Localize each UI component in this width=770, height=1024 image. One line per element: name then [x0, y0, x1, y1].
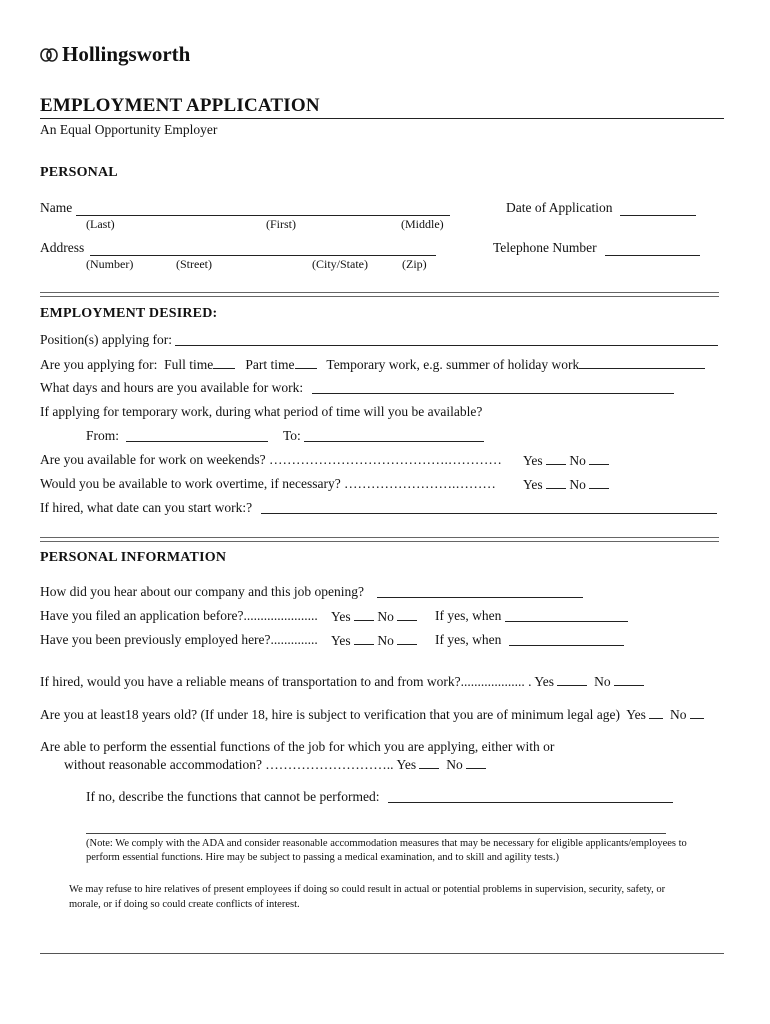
name-sub-middle: (Middle) — [401, 217, 444, 231]
transportation-question: If hired, would you have a reliable means of transportation to and from work?................... . — [40, 674, 532, 689]
employed-when-label: If yes, when — [435, 632, 502, 647]
employed-yes-field[interactable] — [354, 632, 374, 645]
weekends-question: Are you available for work on weekends? ………………………………….………… — [40, 452, 502, 467]
filed-no-field[interactable] — [397, 608, 417, 621]
section-heading-personal: PERSONAL — [40, 165, 118, 180]
full-time-field[interactable] — [213, 356, 235, 369]
essential-functions-question-line2: without reasonable accommodation? ……………………….. — [64, 757, 397, 772]
describe-functions-field[interactable] — [388, 790, 673, 803]
address-label: Address — [40, 240, 85, 255]
name-sub-first: (First) — [266, 217, 296, 231]
start-date-field[interactable] — [261, 501, 717, 514]
transport-no-field[interactable] — [614, 673, 644, 686]
name-sub-last: (Last) — [86, 217, 115, 231]
previously-employed-answer — [331, 632, 417, 649]
overtime-yes-field[interactable] — [546, 476, 566, 489]
filed-before-question: Have you filed an application before?...................... — [40, 608, 318, 623]
essential-functions-row — [64, 756, 486, 773]
no-label: No — [446, 757, 463, 772]
essential-yes-field[interactable] — [419, 756, 439, 769]
describe-functions-line2 — [86, 833, 666, 834]
yes-label: Yes — [523, 453, 543, 468]
age-yes-field[interactable] — [649, 706, 663, 719]
address-sub-city: (City/State) — [312, 257, 368, 271]
positions-field[interactable] — [175, 333, 718, 346]
title-divider — [40, 118, 724, 119]
temporary-field[interactable] — [579, 356, 705, 369]
section-divider — [40, 292, 719, 297]
ada-note-line2: perform essential functions. Hire may be subject to passing a medical examination, and to skill and agility tests.) — [86, 852, 559, 863]
age-no-field[interactable] — [690, 706, 704, 719]
company-name: Hollingsworth — [62, 42, 191, 66]
section-divider — [40, 537, 719, 542]
essential-no-field[interactable] — [466, 756, 486, 769]
page-title: EMPLOYMENT APPLICATION — [40, 95, 320, 116]
hear-about-label: How did you hear about our company and this job opening? — [40, 584, 364, 599]
overtime-answer — [523, 476, 609, 493]
to-field[interactable] — [304, 429, 484, 442]
section-heading-personal-information: PERSONAL INFORMATION — [40, 550, 227, 565]
date-of-application-label: Date of Application — [506, 200, 613, 215]
filed-when-label: If yes, when — [435, 608, 502, 623]
address-sub-street: (Street) — [176, 257, 212, 271]
no-label: No — [569, 453, 586, 468]
from-label: From: — [86, 428, 120, 443]
applying-for-row — [40, 356, 705, 373]
yes-label: Yes — [534, 674, 555, 689]
yes-label: Yes — [523, 477, 543, 492]
yes-label: Yes — [331, 609, 351, 624]
section-heading-employment: EMPLOYMENT DESIRED: — [40, 306, 218, 321]
hollingsworth-logo-icon — [40, 44, 58, 69]
temporary-label: Temporary work, e.g. summer of holiday work — [326, 357, 580, 372]
no-label: No — [569, 477, 586, 492]
weekends-yes-field[interactable] — [546, 452, 566, 465]
filed-yes-field[interactable] — [354, 608, 374, 621]
essential-functions-question-line1: Are able to perform the essential functions of the job for which you are applying, either with or — [40, 739, 555, 754]
telephone-label: Telephone Number — [493, 240, 597, 255]
no-label: No — [377, 609, 394, 624]
name-label: Name — [40, 200, 73, 215]
page-subtitle: An Equal Opportunity Employer — [40, 122, 218, 137]
no-label: No — [377, 633, 394, 648]
address-sub-zip: (Zip) — [402, 257, 427, 271]
filed-when-field[interactable] — [505, 609, 628, 622]
no-label: No — [669, 707, 687, 722]
yes-label: Yes — [331, 633, 351, 648]
age-question: Are you at least18 years old? (If under 18, hire is subject to verification that you are of minimum legal age) — [40, 707, 620, 722]
from-field[interactable] — [126, 429, 268, 442]
previously-employed-question: Have you been previously employed here?.............. — [40, 632, 318, 647]
yes-label: Yes — [396, 757, 417, 772]
filed-before-answer — [331, 608, 417, 625]
days-hours-field[interactable] — [312, 381, 674, 394]
to-label: To: — [283, 428, 301, 443]
address-sub-number: (Number) — [86, 257, 134, 271]
relatives-policy-line2: morale, or if doing so could create conflicts of interest. — [69, 899, 300, 910]
part-time-field[interactable] — [295, 356, 317, 369]
no-label: No — [594, 674, 611, 689]
company-logo — [40, 42, 190, 69]
yes-label: Yes — [626, 707, 646, 722]
transport-yes-field[interactable] — [557, 673, 587, 686]
footer-divider — [40, 953, 724, 954]
telephone-field[interactable] — [605, 241, 700, 256]
name-field[interactable] — [76, 201, 450, 216]
age-row — [40, 706, 704, 723]
temp-period-label: If applying for temporary work, during what period of time will you be available? — [40, 404, 483, 419]
positions-label: Position(s) applying for: — [40, 332, 172, 347]
ada-note-line1: (Note: We comply with the ADA and consider reasonable accommodation measures that may be necessary for eligible applicants/employees to — [86, 838, 687, 849]
describe-functions-label: If no, describe the functions that cannot be performed: — [86, 789, 380, 804]
hear-about-field[interactable] — [377, 585, 583, 598]
employed-no-field[interactable] — [397, 632, 417, 645]
employed-when-field[interactable] — [509, 633, 624, 646]
part-time-label: Part time — [245, 357, 295, 372]
weekends-no-field[interactable] — [589, 452, 609, 465]
weekends-answer — [523, 452, 609, 469]
relatives-policy-line1: We may refuse to hire relatives of present employees if doing so could result in actual or potential problems in supervision, security, safety, or — [69, 884, 666, 895]
overtime-question: Would you be available to work overtime, if necessary? …………………….……… — [40, 476, 496, 491]
overtime-no-field[interactable] — [589, 476, 609, 489]
transportation-row — [40, 673, 644, 690]
applying-for-label: Are you applying for: — [40, 357, 158, 372]
start-date-label: If hired, what date can you start work:? — [40, 500, 253, 515]
date-of-application-field[interactable] — [620, 201, 696, 216]
address-field[interactable] — [90, 241, 436, 256]
full-time-label: Full time — [164, 357, 214, 372]
days-hours-label: What days and hours are you available for work: — [40, 380, 304, 395]
